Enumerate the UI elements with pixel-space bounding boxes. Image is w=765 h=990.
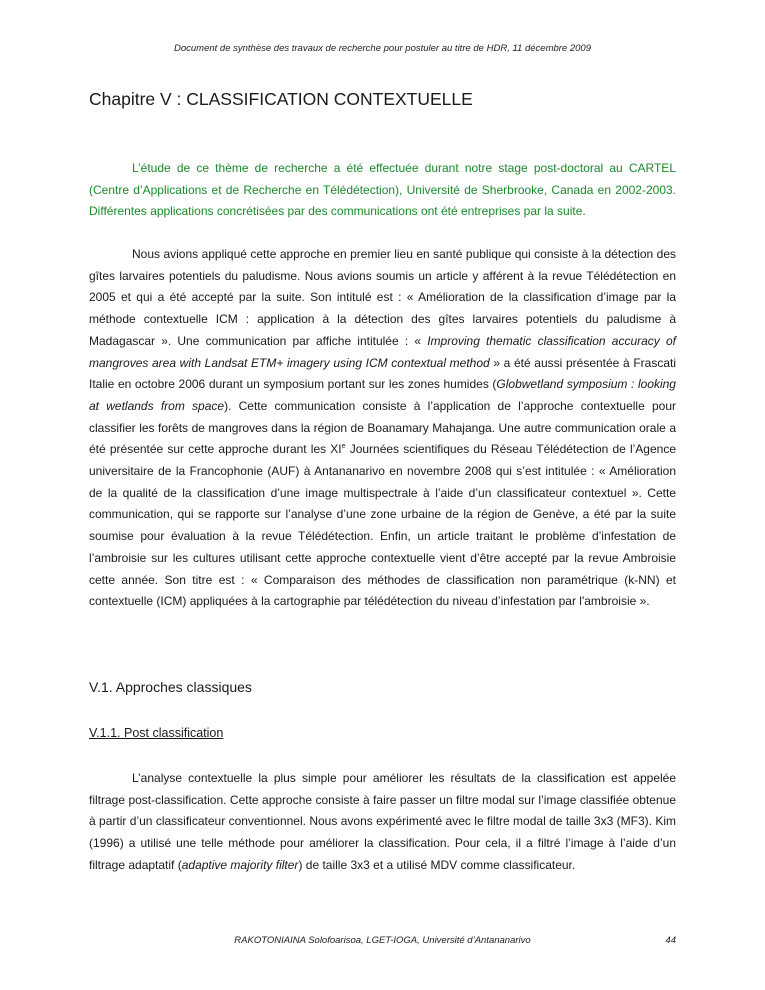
p2-filter-term: adaptive majority filter <box>181 857 299 872</box>
p1-text-a: Nous avions appliqué cette approche en premier lieu en santé publique qui consiste à la détection des gîtes larvaires potentiels du paludisme. Nous avions soumis un article y afférent à la revue Télédétection en 2005 et qui a été accepté par la suite. Son intitulé est : « Amélioration de la classification d’image par la méthode contextuelle ICM : application à la détection des gîtes larvaires potentiels du paludisme à Madagascar ». Une communication par affiche intitulée : « <box>89 247 676 348</box>
page-number: 44 <box>665 935 676 946</box>
intro-paragraph: L’étude de ce thème de recherche a été effectuée durant notre stage post-doctoral au CARTEL (Centre d’Applications et de Recherche en Télédétection), Université de Sherbrooke, Canada en 2002-2003. Différentes applications concrétisées par des communications ont été entreprises par la suite. <box>89 161 676 219</box>
p1-superscript: e <box>341 443 346 451</box>
chapter-title: Chapitre V : CLASSIFICATION CONTEXTUELLE <box>89 89 473 109</box>
p1-text-c: » a été aussi présentée à Frascati Italie en octobre 2006 durant un symposium portant sur les zones humides ( <box>89 355 676 392</box>
footer-author: RAKOTONIAINA Solofoarisoa, LGET-IOGA, Université d’Antananarivo <box>234 935 531 946</box>
body-paragraph-2 <box>89 768 676 877</box>
section-title: V.1. Approches classiques <box>89 679 252 695</box>
p1-poster-title: Improving thematic classification accuracy of mangroves area with Landsat ETM+ imagery using ICM contextual method <box>89 333 676 370</box>
subsection-title: V.1.1. Post classification <box>89 726 224 740</box>
p1-text-e: ). Cette communication consiste à l’application de l’approche contextuelle pour classifier les forêts de mangroves dans la région de Boanamary Mahajanga. Une autre communication orale a été présentée sur cette approche durant les XI <box>89 398 676 457</box>
p2-text-a: L’analyse contextuelle la plus simple pour améliorer les résultats de la classification est appelée filtrage post-classification. Cette approche consiste à faire passer un filtre modal sur l’image classifiée obtenue à partir d’un classificateur conventionnel. Nous avons expérimenté avec le filtre modal de taille 3x3 (MF3). Kim (1996) a utilisé une telle méthode pour améliorer la classification. Pour cela, il a filtré l’image à l’aide d’un filtrage adaptatif ( <box>89 771 676 872</box>
body-paragraph-1 <box>89 244 676 613</box>
p2-text-c: ) de taille 3x3 et a utilisé MDV comme classificateur. <box>298 857 576 872</box>
page-header: Document de synthèse des travaux de recherche pour postuler au titre de HDR, 11 décembre 2009 <box>173 43 591 54</box>
p1-text-f: Journées scientifiques du Réseau Télédétection de l’Agence universitaire de la Francophonie (AUF) à Antananarivo en novembre 2008 qui s’est intitulée : « Amélioration de la qualité de la classification d’une image multispectrale à l’aide d’un classificateur contextuel ». Cette communication, qui se rapporte sur l’analyse d’une zone urbaine de la région de Genève, a été par la suite soumise pour évaluation à la revue Télédétection. Enfin, un article traitant le problème d’infestation de l’ambroisie sur les cultures utilisant cette approche contextuelle vient d’être accepté par la revue Ambroisie cette année. Son titre est : « Comparaison des méthodes de classification non paramétrique (k-NN) et contextuelle (ICM) appliquées à la cartographie par télédétection du niveau d’infestation par l'ambroisie ». <box>89 442 676 609</box>
p1-symposium-title: Globwetland symposium : looking at wetlands from space <box>89 377 676 413</box>
